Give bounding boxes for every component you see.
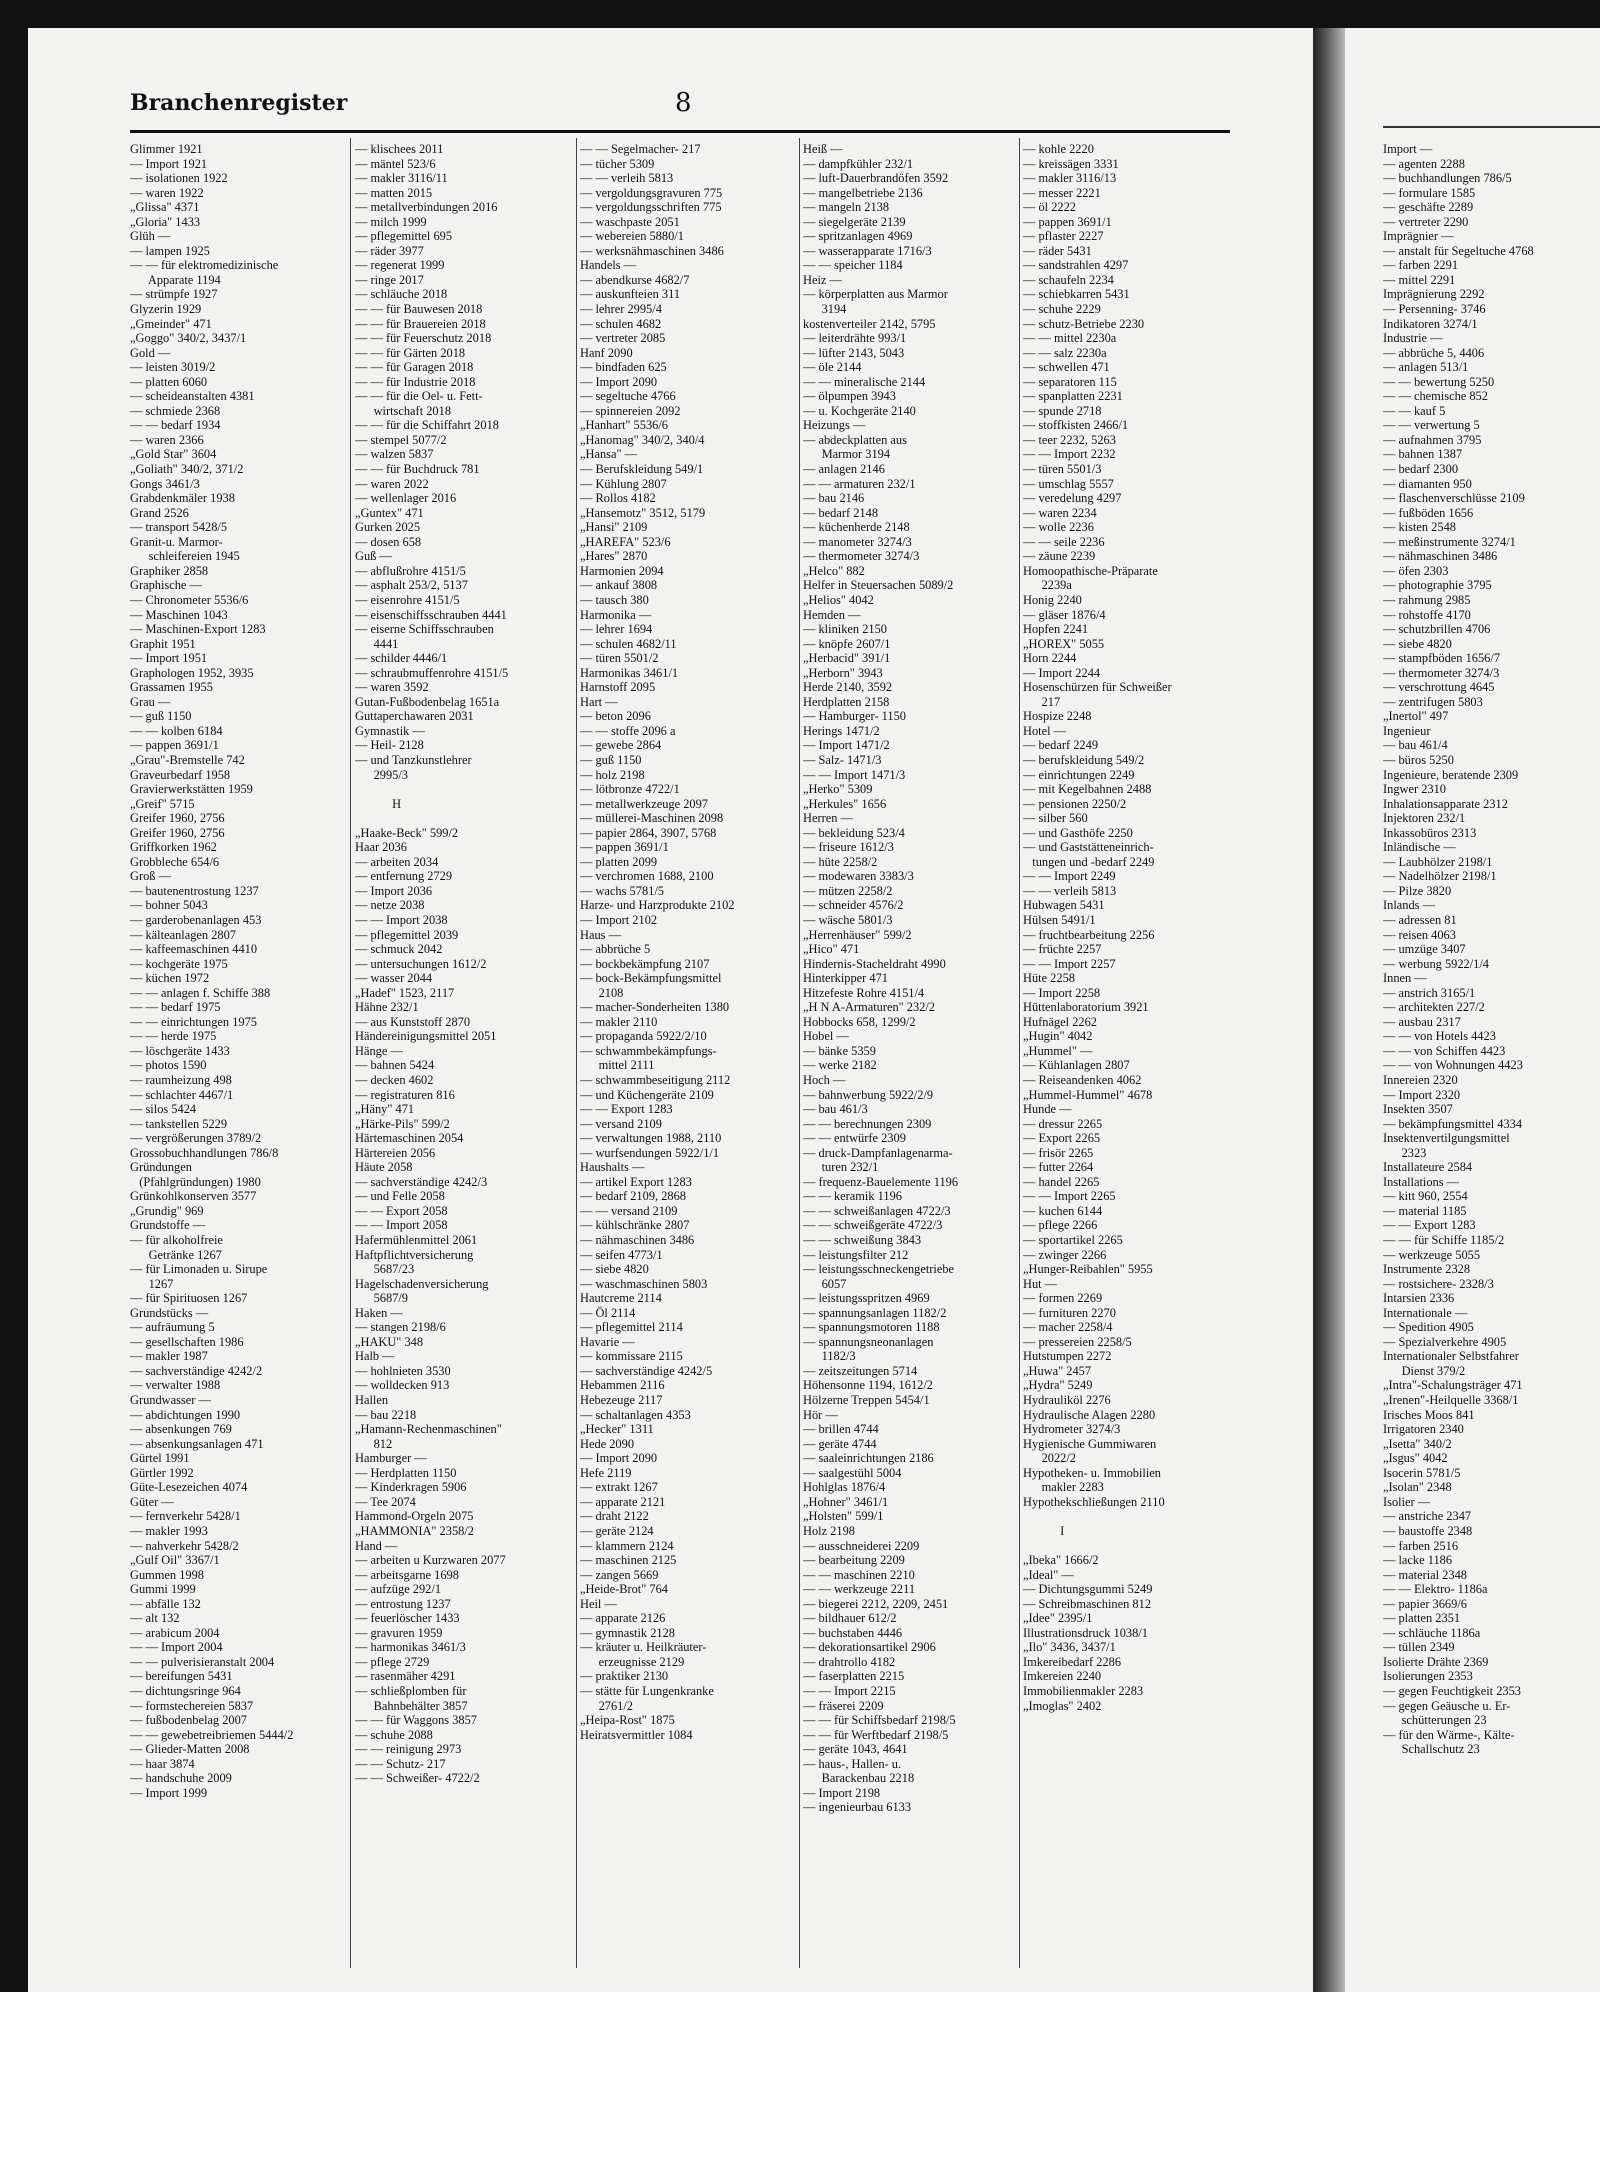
column-divider	[576, 138, 577, 1968]
index-column-4: Heiß — — dampfkühler 232/1 — luft-Dauerbrandöfen 3592 — mangelbetriebe 2136 — mangeln 2138 — siegelgeräte 2139 — spritzanlagen 4969 — wasserapparate 1716/3 — — speicher 1184 Heiz — — körperplatten aus Marmor 3194 kostenverteiler 2142, 5795 — leiterdrähte 993/1 — lüfter 2143, 5043 — öle 2144 — — mineralische 2144 — ölpumpen 3943 — u. Kochgeräte 2140 Heizungs — — abdeckplatten aus Marmor 3194 — anlagen 2146 — — armaturen 232/1 — bau 2146 — bedarf 2148 — küchenherde 2148 — manometer 3274/3 — thermometer 3274/3 „Helco" 882 Helfer in Steuersachen 5089/2 „Helios" 4042 Hemden — — kliniken 2150 — knöpfe 2607/1 „Herbacid" 391/1 „Herborn" 3943 Herde 2140, 3592 Herdplatten 2158 — Hamburger- 1150 Herings 1471/2 — Import 1471/2 — Salz- 1471/3 — — Import 1471/3 „Herko" 5309 „Herkules" 1656 Herren — — bekleidung 523/4 — friseure 1612/3 — hüte 2258/2 — modewaren 3383/3 — mützen 2258/2 — schneider 4576/2 — wäsche 5801/3 „Herrenhäuser" 599/2 „Hico" 471 Hindernis-Stacheldraht 4990 Hinterkipper 471 Hitzefeste Rohre 4151/4 „H N A-Armaturen" 232/2 Hobbocks 658, 1299/2 Hobel — — bänke 5359 — werke 2182 Hoch — — bahnwerbung 5922/2/9 — bau 461/3 — — berechnungen 2309 — — entwürfe 2309 — druck-Dampfanlagenarma- turen 232/1 — frequenz-Bauelemente 1196 — — keramik 1196 — — schweißanlagen 4722/3 — — schweißgeräte 4722/3 — — schweißung 3843 — leistungsfilter 212 — leistungsschneckengetriebe 6057 — leistungsspritzen 4969 — spannungsanlagen 1182/2 — spannungsmotoren 1188 — spannungsneonanlagen 1182/3 — zeitszeitungen 5714 Höhensonne 1194, 1612/2 Hölzerne Treppen 5454/1 Hör — — brillen 4744 — geräte 4744 — saaleinrichtungen 2186 — saalgestühl 5004 Hohlglas 1876/4 „Hohner" 3461/1 „Holsten" 599/1 Holz 2198 — ausschneiderei 2209 — bearbeitung 2209 — — maschinen 2210 — — werkzeuge 2211 — biegerei 2212, 2209, 2451 — bildhauer 612/2 — buchstaben 4446 — dekorationsartikel 2906 — drahtrollo 4182 — faserplatten 2215 — — Import 2215 — fräserei 2209 — — für Schiffsbedarf 2198/5 — — für Werftbedarf 2198/5 — geräte 1043, 4641 — haus-, Hallen- u. Barackenbau 2218 — Import 2198 — ingenieurbau 6133	[803, 142, 959, 1815]
facing-page-column: Import — — agenten 2288 — buchhandlungen 786/5 — formulare 1585 — geschäfte 2289 — vertreter 2290 Imprägnier — — anstalt für Segeltuche 4768 — farben 2291 — mittel 2291 Imprägnierung 2292 — Persenning- 3746 Indikatoren 3274/1 Industrie — — abbrüche 5, 4406 — anlagen 513/1 — — bewertung 5250 — — chemische 852 — — kauf 5 — — verwertung 5 — aufnahmen 3795 — bahnen 1387 — bedarf 2300 — diamanten 950 — flaschenverschlüsse 2109 — fußböden 1656 — kisten 2548 — meßinstrumente 3274/1 — nähmaschinen 3486 — öfen 2303 — photographie 3795 — rahmung 2985 — rohstoffe 4170 — schutzbrillen 4706 — siebe 4820 — stampfböden 1656/7 — thermometer 3274/3 — verschrottung 4645 — zentrifugen 5803 „Inertol" 497 Ingenieur — bau 461/4 — büros 5250 Ingenieure, beratende 2309 Ingwer 2310 Inhalationsapparate 2312 Injektoren 232/1 Inkassobüros 2313 Inländische — — Laubhölzer 2198/1 — Nadelhölzer 2198/1 — Pilze 3820 Inlands — — adressen 81 — reisen 4063 — umzüge 3407 — werbung 5922/1/4 Innen — — anstrich 3165/1 — architekten 227/2 — ausbau 2317 — — von Hotels 4423 — — von Schiffen 4423 — — von Wohnungen 4423 Innereien 2320 — Import 2320 Insekten 3507 — bekämpfungsmittel 4334 Insektenvertilgungsmittel 2323 Installateure 2584 Installations — — kitt 960, 2554 — material 1185 — — Export 1283 — — für Schiffe 1185/2 — werkzeuge 5055 Instrumente 2328 — rostsichere- 2328/3 Intarsien 2336 Internationale — — Spedition 4905 — Spezialverkehre 4905 Internationaler Selbstfahrer Dienst 379/2 „Intra"-Schalungsträger 471 „Irenen"-Heilquelle 3368/1 Irisches Moos 841 Irrigatoren 2340 „Isetta" 340/2 „Isgus" 4042 Isocerin 5781/5 „Isolan" 2348 Isolier — — anstriche 2347 — baustoffe 2348 — farben 2516 — lacke 1186 — material 2348 — — Elektro- 1186a — papier 3669/6 — platten 2351 — schläuche 1186a — tüllen 2349 Isolierte Drähte 2369 Isolierungen 2353 — gegen Feuchtigkeit 2353 — gegen Geäusche u. Er- schütterungen 23 — für den Wärme-, Kälte- Schallschutz 23	[1383, 142, 1534, 1757]
index-column-5: — kohle 2220 — kreissägen 3331 — makler 3116/13 — messer 2221 — öl 2222 — pappen 3691/1 — pflaster 2227 — räder 5431 — sandstrahlen 4297 — schaufeln 2234 — schiebkarren 5431 — schuhe 2229 — schutz-Betriebe 2230 — — mittel 2230a — — salz 2230a — schwellen 471 — separatoren 115 — spanplatten 2231 — spunde 2718 — stoffkisten 2466/1 — teer 2232, 5263 — — Import 2232 — türen 5501/3 — umschlag 5557 — veredelung 4297 — waren 2234 — wolle 2236 — — seile 2236 — zäune 2239 Homoopathische-Präparate 2239a Honig 2240 — gläser 1876/4 Hopfen 2241 „HOREX" 5055 Horn 2244 — Import 2244 Hosenschürzen für Schweißer 217 Hospize 2248 Hotel — — bedarf 2249 — berufskleidung 549/2 — einrichtungen 2249 — mit Kegelbahnen 2488 — pensionen 2250/2 — silber 560 — und Gasthöfe 2250 — und Gaststätteneinrich- tungen und -bedarf 2249 — — Import 2249 — — verleih 5813 Hubwagen 5431 Hülsen 5491/1 — fruchtbearbeitung 2256 — früchte 2257 — — Import 2257 Hüte 2258 — Import 2258 Hüttenlaboratorium 3921 Hufnägel 2262 „Hugin" 4042 „Hummel" — — Kühlanlagen 2807 — Reiseandenken 4062 „Hummel-Hummel" 4678 Hunde — — dressur 2265 — Export 2265 — frisör 2265 — futter 2264 — handel 2265 — — Import 2265 — kuchen 6144 — pflege 2266 — sportartikel 2265 — zwinger 2266 „Hunger-Reibahlen" 5955 Hut — — formen 2269 — furnituren 2270 — macher 2258/4 — pressereien 2258/5 Hutstumpen 2272 „Huwa" 2457 „Hydra" 5249 Hydrauliköl 2276 Hydraulische Alagen 2280 Hydrometer 3274/3 Hygienische Gummiwaren 2022/2 Hypotheken- u. Immobilien makler 2283 Hypothekschließungen 2110 I „Ibeka" 1666/2 „Ideal" — — Dichtungsgummi 5249 — Schreibmaschinen 812 „Idee" 2395/1 Illustrationsdruck 1038/1 „Ilo" 3436, 3437/1 Imkereibedarf 2286 Imkereien 2240 Immobilienmakler 2283 „Imoglas" 2402	[1023, 142, 1172, 1713]
page-number: 8	[675, 88, 692, 118]
column-divider	[799, 138, 800, 1968]
scan-border-bottom	[0, 1992, 1600, 2177]
page-header	[130, 90, 1230, 133]
scan-border-left	[0, 0, 28, 1992]
page-title: Branchenregister	[130, 90, 348, 116]
index-column-2: — klischees 2011 — mäntel 523/6 — makler 3116/11 — matten 2015 — metallverbindungen 2016 — milch 1999 — pflegemittel 695 — räder 3977 — regenerat 1999 — ringe 2017 — schläuche 2018 — — für Bauwesen 2018 — — für Brauereien 2018 — — für Feuerschutz 2018 — — für Gärten 2018 — — für Garagen 2018 — — für Industrie 2018 — — für die Oel- u. Fett- wirtschaft 2018 — — für die Schiffahrt 2018 — stempel 5077/2 — walzen 5837 — — für Buchdruck 781 — waren 2022 — wellenlager 2016 „Guntex" 471 Gurken 2025 — dosen 658 Guß — — abflußrohre 4151/5 — asphalt 253/2, 5137 — eisenrohre 4151/5 — eisenschiffsschrauben 4441 — eiserne Schiffsschrauben 4441 — schilder 4446/1 — schraubmuffenrohre 4151/5 — waren 3592 Gutan-Fußbodenbelag 1651a Guttaperchawaren 2031 Gymnastik — — Heil- 2128 — und Tanzkunstlehrer 2995/3 H „Haake-Beck" 599/2 Haar 2036 — arbeiten 2034 — entfernung 2729 — Import 2036 — netze 2038 — — Import 2038 — pflegemittel 2039 — schmuck 2042 — untersuchungen 1612/2 — wasser 2044 „Hadef" 1523, 2117 Hähne 232/1 — aus Kunststoff 2870 Händereinigungsmittel 2051 Hänge — — bahnen 5424 — decken 4602 — registraturen 816 „Häny" 471 „Härke-Pils" 599/2 Härtemaschinen 2054 Härtereien 2056 Häute 2058 — sachverständige 4242/3 — und Felle 2058 — — Export 2058 — — Import 2058 Hafermühlenmittel 2061 Haftpflichtversicherung 5687/23 Hagelschadenversicherung 5687/9 Haken — — stangen 2198/6 „HAKU" 348 Halb — — hohlnieten 3530 — wolldecken 913 Hallen — bau 2218 „Hamann-Rechenmaschinen" 812 Hamburger — — Herdplatten 1150 — Kinderkragen 5906 — Tee 2074 Hammond-Orgeln 2075 „HAMMONIA" 2358/2 Hand — — arbeiten u Kurzwaren 2077 — arbeitsgarne 1698 — aufzüge 292/1 — entrostung 1237 — feuerlöscher 1433 — gravuren 1959 — harmonikas 3461/3 — pflege 2729 — rasenmäher 4291 — schließplomben für Bahnbehälter 3857 — — für Waggons 3857 — schuhe 2088 — — reinigung 2973 — — Schutz- 217 — — Schweißer- 4722/2	[355, 142, 509, 1786]
book-gutter	[1313, 28, 1345, 1993]
index-column-1: Glimmer 1921 — Import 1921 — isolationen 1922 — waren 1922 „Glissa" 4371 „Gloria" 1433 Glüh — — lampen 1925 — — für elektromedizinische Apparate 1194 — strümpfe 1927 Glyzerin 1929 „Gmeinder" 471 „Goggo" 340/2, 3437/1 Gold — — leisten 3019/2 — platten 6060 — scheideanstalten 4381 — schmiede 2368 — — bedarf 1934 — waren 2366 „Gold Star" 3604 „Goliath" 340/2, 371/2 Gongs 3461/3 Grabdenkmäler 1938 Grand 2526 — transport 5428/5 Granit-u. Marmor- schleifereien 1945 Graphiker 2858 Graphische — — Chronometer 5536/6 — Maschinen 1043 — Maschinen-Export 1283 Graphit 1951 — Import 1951 Graphologen 1952, 3935 Grassamen 1955 Grau — — guß 1150 — — kolben 6184 — pappen 3691/1 „Grau"-Bremstelle 742 Graveurbedarf 1958 Gravierwerkstätten 1959 „Greif" 5715 Greifer 1960, 2756 Greifer 1960, 2756 Griffkorken 1962 Grobbleche 654/6 Groß — — bautenentrostung 1237 — bohner 5043 — garderobenanlagen 453 — kälteanlagen 2807 — kaffeemaschinen 4410 — kochgeräte 1975 — küchen 1972 — — anlagen f. Schiffe 388 — — bedarf 1975 — — einrichtungen 1975 — — herde 1975 — löschgeräte 1433 — photos 1590 — raumheizung 498 — schlachter 4467/1 — silos 5424 — tankstellen 5229 — vergrößerungen 3789/2 Grossobuchhandlungen 786/8 Gründungen (Pfahlgründungen) 1980 Grünkohlkonserven 3577 „Grundig" 969 Grundstoffe — — für alkoholfreie Getränke 1267 — für Limonaden u. Sirupe 1267 — für Spirituosen 1267 Grundstücks — — aufräumung 5 — gesellschaften 1986 — makler 1987 — sachverständige 4242/2 — verwalter 1988 Grundwasser — — abdichtungen 1990 — absenkungen 769 — absenkungsanlagen 471 Gürtel 1991 Gürtler 1992 Güte-Lesezeichen 4074 Güter — — fernverkehr 5428/1 — makler 1993 — nahverkehr 5428/2 „Gulf Oil" 3367/1 Gummen 1998 Gummi 1999 — abfälle 132 — alt 132 — arabicum 2004 — — Import 2004 — — pulverisieranstalt 2004 — bereifungen 5431 — dichtungsringe 964 — formstechereien 5837 — fußbodenbelag 2007 — — gewebetreibriemen 5444/2 — Glieder-Matten 2008 — haar 3874 — handschuhe 2009 — Import 1999	[130, 142, 294, 1800]
index-column-3: — — Segelmacher- 217 — tücher 5309 — — verleih 5813 — vergoldungsgravuren 775 — vergoldungsschriften 775 — waschpaste 2051 — webereien 5880/1 — werksnähmaschinen 3486 Handels — — abendkurse 4682/7 — auskunfteien 311 — lehrer 2995/4 — schulen 4682 — vertreter 2085 Hanf 2090 — bindfaden 625 — Import 2090 — segeltuche 4766 — spinnereien 2092 „Hanhart" 5536/6 „Hanomag" 340/2, 340/4 „Hansa" — — Berufskleidung 549/1 — Kühlung 2807 — Rollos 4182 „Hansemotz" 3512, 5179 „Hansi" 2109 „HAREFA" 523/6 „Hares" 2870 Harmonien 2094 — ankauf 3808 — tausch 380 Harmonika — — lehrer 1694 — schulen 4682/11 — türen 5501/2 Harmonikas 3461/1 Harnstoff 2095 Hart — — beton 2096 — — stoffe 2096 a — gewebe 2864 — guß 1150 — holz 2198 — lötbronze 4722/1 — metallwerkzeuge 2097 — müllerei-Maschinen 2098 — papier 2864, 3907, 5768 — pappen 3691/1 — platten 2099 — verchromen 1688, 2100 — wachs 5781/5 Harze- und Harzprodukte 2102 — Import 2102 Haus — — abbrüche 5 — bockbekämpfung 2107 — bock-Bekämpfungsmittel 2108 — macher-Sonderheiten 1380 — makler 2110 — propaganda 5922/2/10 — schwammbekämpfungs- mittel 2111 — schwammbeseitigung 2112 — und Küchengeräte 2109 — — Export 1283 — versand 2109 — verwaltungen 1988, 2110 — wurfsendungen 5922/1/1 Haushalts — — artikel Export 1283 — bedarf 2109, 2868 — — versand 2109 — kühlschränke 2807 — nähmaschinen 3486 — seifen 4773/1 — siebe 4820 — waschmaschinen 5803 Hautcreme 2114 — Öl 2114 — pflegemittel 2114 Havarie — — kommissare 2115 — sachverständige 4242/5 Hebammen 2116 Hebezeuge 2117 — schaltanlagen 4353 „Hecker" 1311 Hede 2090 — Import 2090 Hefe 2119 — extrakt 1267 — apparate 2121 — draht 2122 — geräte 2124 — klammern 2124 — maschinen 2125 — zangen 5669 „Heide-Brot" 764 Heil — — apparate 2126 — gymnastik 2128 — kräuter u. Heilkräuter- erzeugnisse 2129 — praktiker 2130 — stätte für Lungenkranke 2761/2 „Heipa-Rost" 1875 Heiratsvermittler 1084	[580, 142, 735, 1742]
column-divider	[1019, 138, 1020, 1968]
column-divider	[350, 138, 351, 1968]
facing-page-header-rule	[1383, 126, 1600, 128]
scan-border-top	[0, 0, 1600, 28]
